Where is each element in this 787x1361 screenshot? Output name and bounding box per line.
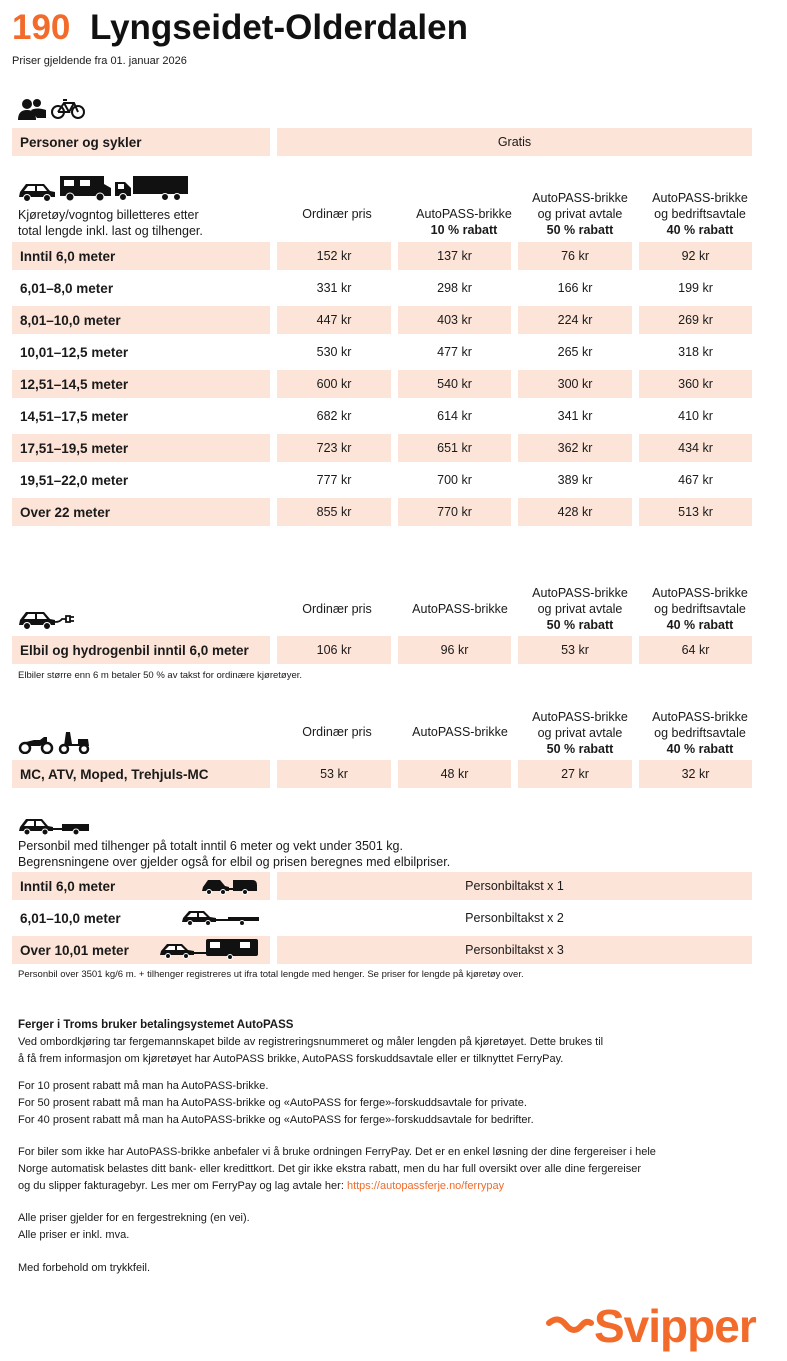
vehicle-description-line1: Kjøretøy/vogntog billetteres etter	[18, 208, 199, 222]
valid-from: Priser gjeldende fra 01. januar 2026	[12, 55, 187, 67]
mc-price-ordinary: 53 kr	[277, 760, 391, 788]
vehicle-price-private: 265 kr	[557, 345, 593, 359]
mc-label: MC, ATV, Moped, Trehjuls-MC	[12, 760, 270, 788]
vehicle-price-business: 318 kr	[678, 345, 713, 359]
vehicle-price-private: 362 kr	[518, 434, 632, 462]
electric-car-icon	[18, 608, 76, 630]
car-small-trailer-icon	[202, 876, 258, 896]
electric-note: Elbiler større enn 6 m betaler 50 % av takst for ordinære kjøretøyer.	[18, 670, 303, 681]
mc-price-autopass: 48 kr	[398, 760, 511, 788]
mc-col-header-business: AutoPASS-brikke og bedriftsavtale 40 % rabatt	[652, 710, 748, 756]
vehicle-price-autopass: 137 kr	[398, 242, 511, 270]
info-p4-line1: Alle priser gjelder for en fergestrekning (en vei).	[18, 1212, 250, 1224]
vehicle-price-private: 341 kr	[557, 409, 593, 423]
col-header-business: AutoPASS-brikke og bedriftsavtale 40 % rabatt	[652, 191, 748, 237]
vehicle-price-business: 467 kr	[678, 473, 713, 487]
info-p3-line3: og du slipper fakturagebyr. Les mer om FerryPay og lag avtale her: https://autopassferje.no/ferrypay	[18, 1180, 505, 1192]
info-p4-line2: Alle priser er inkl. mva.	[18, 1229, 130, 1241]
vehicle-price-business: 199 kr	[678, 281, 713, 295]
trailer-row-value-3: Personbiltakst x 3	[277, 936, 752, 964]
vehicle-row-label: 10,01–12,5 meter	[20, 344, 129, 360]
vehicle-price-private: 76 kr	[518, 242, 632, 270]
vehicle-price-private: 224 kr	[518, 306, 632, 334]
info-p1-line1: Ved ombordkjøring tar fergemannskapet bilde av registreringsnummeret og måler lengden på kjøretøyet. Dette brukes til	[18, 1036, 604, 1048]
vehicle-row-label: 14,51–17,5 meter	[20, 408, 129, 424]
mc-col-header-private: AutoPASS-brikke og privat avtale 50 % rabatt	[532, 710, 628, 756]
svipper-wave-icon	[546, 1311, 594, 1341]
trailer-row-value-1: Personbiltakst x 1	[277, 872, 752, 900]
electric-label: Elbil og hydrogenbil inntil 6,0 meter	[12, 636, 270, 664]
info-p2-line1: For 10 prosent rabatt må man ha AutoPASS-brikke.	[18, 1080, 269, 1092]
car-trailer-icon	[18, 816, 90, 836]
vehicle-row-label: 8,01–10,0 meter	[12, 306, 270, 334]
trailer-row-label-3: Over 10,01 meter	[12, 936, 270, 964]
trailer-description	[18, 838, 738, 870]
vehicle-price-business: 513 kr	[639, 498, 752, 526]
vehicle-price-ordinary: 152 kr	[277, 242, 391, 270]
trailer-description-line1: Personbil med tilhenger på totalt inntil 6 meter og vekt under 3501 kg.	[18, 839, 403, 853]
col-header-private: AutoPASS-brikke og privat avtale 50 % rabatt	[532, 191, 628, 237]
vehicle-row-label: 17,51–19,5 meter	[12, 434, 270, 462]
vehicle-price-business: 360 kr	[639, 370, 752, 398]
vehicle-price-autopass: 477 kr	[437, 345, 472, 359]
trailer-note: Personbil over 3501 kg/6 m. + tilhenger registreres ut ifra total lengde med henger. Se priser for lengde på kjøretøy over.	[18, 969, 524, 980]
col-header-autopass: AutoPASS-brikke 10 % rabatt	[416, 207, 512, 237]
vehicle-price-ordinary: 723 kr	[277, 434, 391, 462]
vehicle-price-autopass: 700 kr	[437, 473, 472, 487]
vehicle-row-label: Over 22 meter	[12, 498, 270, 526]
vehicle-price-autopass: 540 kr	[398, 370, 511, 398]
info-section	[18, 1017, 718, 1277]
vehicle-price-business: 434 kr	[639, 434, 752, 462]
info-p2-line3: For 40 prosent rabatt må man ha AutoPASS-brikke og «AutoPASS for ferge»-forskuddsavtale for bedrifter.	[18, 1114, 534, 1126]
col-header-ordinary: Ordinær pris	[302, 207, 372, 221]
info-p5: Med forbehold om trykkfeil.	[18, 1262, 151, 1274]
camper-icon	[60, 174, 112, 202]
electric-price-private: 53 kr	[518, 636, 632, 664]
electric-price-autopass: 96 kr	[398, 636, 511, 664]
vehicle-row-label: 12,51–14,5 meter	[12, 370, 270, 398]
vehicle-price-business: 92 kr	[639, 242, 752, 270]
vehicle-price-private: 389 kr	[557, 473, 593, 487]
vehicle-description	[18, 207, 278, 239]
vehicle-price-business: 410 kr	[678, 409, 713, 423]
vehicle-price-ordinary: 777 kr	[316, 473, 352, 487]
scooter-icon	[58, 730, 90, 754]
el-col-header-ordinary: Ordinær pris	[302, 602, 372, 616]
persons-value: Gratis	[277, 128, 752, 156]
electric-price-business: 64 kr	[639, 636, 752, 664]
info-p1-line2: å få frem informasjon om kjøretøyet har AutoPASS brikke, AutoPASS forskuddsavtale eller er tilknyttet FerryPay.	[18, 1053, 564, 1065]
vehicle-price-ordinary: 682 kr	[316, 409, 352, 423]
persons-icon	[18, 98, 46, 120]
vehicle-price-business: 269 kr	[639, 306, 752, 334]
vehicle-price-ordinary: 447 kr	[277, 306, 391, 334]
mc-price-business: 32 kr	[639, 760, 752, 788]
trailer-row-label-1: Inntil 6,0 meter	[12, 872, 270, 900]
car-long-trailer-icon	[182, 908, 260, 926]
mc-col-header-ordinary: Ordinær pris	[302, 725, 372, 739]
mc-price-private: 27 kr	[518, 760, 632, 788]
vehicle-price-ordinary: 855 kr	[277, 498, 391, 526]
vehicle-price-autopass: 403 kr	[398, 306, 511, 334]
car-icon	[18, 180, 56, 202]
motorcycle-icon	[18, 732, 54, 754]
el-col-header-private: AutoPASS-brikke og privat avtale 50 % rabatt	[532, 586, 628, 632]
vehicle-price-autopass: 614 kr	[437, 409, 472, 423]
vehicle-price-ordinary: 600 kr	[277, 370, 391, 398]
svipper-logo-text: Svipper	[594, 1300, 756, 1352]
vehicle-price-private: 166 kr	[557, 281, 593, 295]
route-name: Lyngseidet-Olderdalen	[90, 8, 468, 47]
info-p3-line1: For biler som ikke har AutoPASS-brikke anbefaler vi å bruke ordningen FerryPay. Det er en enkel løsning der dine fergereiser i hele	[18, 1146, 656, 1158]
vehicle-price-autopass: 651 kr	[398, 434, 511, 462]
vehicle-row-label: 19,51–22,0 meter	[20, 472, 129, 488]
electric-price-ordinary: 106 kr	[277, 636, 391, 664]
trailer-description-line2: Begrensningene over gjelder også for elbil og prisen beregnes med elbilpriser.	[18, 855, 451, 869]
truck-icon	[115, 174, 189, 202]
persons-label: Personer og sykler	[12, 128, 270, 156]
mc-col-header-autopass: AutoPASS-brikke	[412, 725, 508, 739]
bicycle-icon	[51, 98, 85, 120]
vehicle-row-label: Inntil 6,0 meter	[12, 242, 270, 270]
trailer-row-label-2: 6,01–10,0 meter	[20, 910, 121, 926]
vehicle-price-autopass: 770 kr	[398, 498, 511, 526]
car-caravan-icon	[160, 938, 260, 960]
route-number: 190	[12, 8, 71, 47]
svipper-logo	[546, 1296, 756, 1356]
vehicle-price-autopass: 298 kr	[437, 281, 472, 295]
info-p3-line2: Norge automatisk belastes ditt bank- eller kredittkort. Det gir ikke ekstra rabatt, men du har full oversikt over alle dine fergereiser	[18, 1163, 641, 1175]
vehicle-row-label: 6,01–8,0 meter	[20, 280, 114, 296]
vehicle-description-line2: total lengde inkl. last og tilhenger.	[18, 224, 203, 238]
el-col-header-autopass: AutoPASS-brikke	[412, 602, 508, 616]
vehicle-price-private: 428 kr	[518, 498, 632, 526]
vehicle-price-ordinary: 530 kr	[316, 345, 352, 359]
vehicle-price-ordinary: 331 kr	[316, 281, 352, 295]
el-col-header-business: AutoPASS-brikke og bedriftsavtale 40 % rabatt	[652, 586, 748, 632]
trailer-row-value-2: Personbiltakst x 2	[465, 911, 564, 925]
info-title: Ferger i Troms bruker betalingsystemet AutoPASS	[18, 1019, 294, 1031]
vehicle-price-private: 300 kr	[518, 370, 632, 398]
ferrypay-link[interactable]: https://autopassferje.no/ferrypay	[346, 1180, 505, 1192]
info-p2-line2: For 50 prosent rabatt må man ha AutoPASS-brikke og «AutoPASS for ferge»-forskuddsavtale for private.	[18, 1097, 527, 1109]
